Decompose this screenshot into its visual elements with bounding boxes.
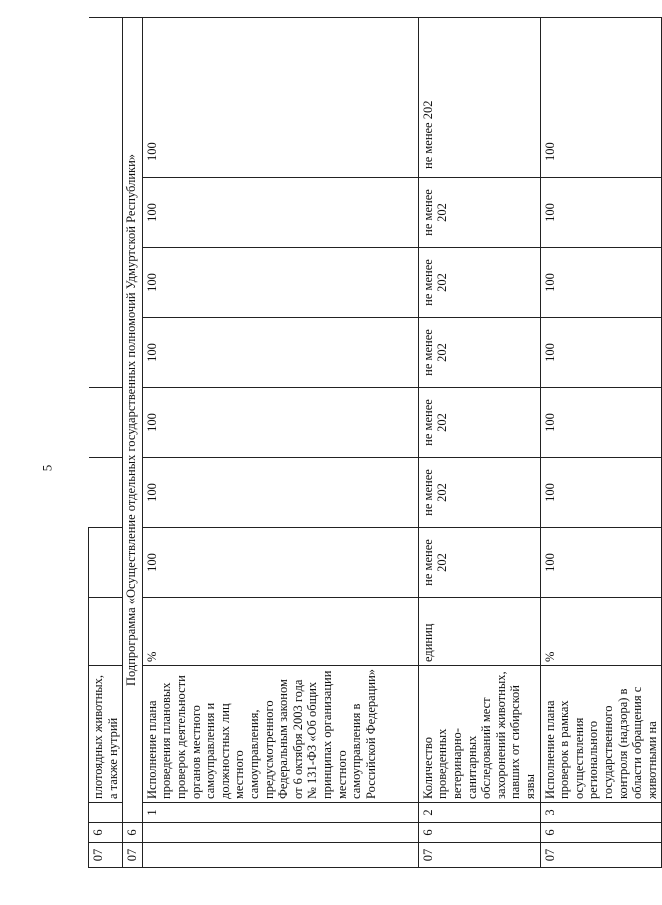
cell-unit: % — [540, 598, 662, 666]
cell-empty — [89, 18, 123, 178]
cell-empty — [89, 458, 123, 528]
cell-code-gp: 07 — [89, 843, 123, 868]
cell-value: не менее 202 — [418, 18, 540, 178]
cell-empty — [89, 318, 123, 388]
cell-code-pp — [142, 823, 418, 843]
cell-value: не менее 202 — [418, 318, 540, 388]
cell-empty — [89, 248, 123, 318]
cell-value: 100 — [540, 248, 662, 318]
cell-code-gp — [142, 843, 418, 868]
cell-empty — [89, 178, 123, 248]
cell-value: 100 — [142, 248, 418, 318]
cell-num: 2 — [418, 803, 540, 823]
cell-name: Количество проведенных ветеринарно-санитарных обследований мест захоронений животных, павших от сибирской язвы — [418, 666, 540, 803]
cell-unit: % — [142, 598, 418, 666]
cell-value: 100 — [540, 528, 662, 598]
cell-code-gp: 07 — [123, 843, 143, 868]
cell-unit: единиц — [418, 598, 540, 666]
cell-unit — [89, 598, 123, 666]
cell-value: не менее 202 — [418, 388, 540, 458]
cell-value: 100 — [540, 318, 662, 388]
cell-name: Исполнение плана проверок в рамках осуществления регионального государственного контроля (надзора) в области обращения с животными на — [540, 666, 662, 803]
cell-name: Исполнение плана проведения плановых проверок деятельности органов местного самоуправления и должностных лиц местного самоуправления, предусмотренного Федеральным законом от 6 октября 2003 года № 131-ФЗ «Об общих принципах организации местного самоуправления в Российской Федерации» — [142, 666, 418, 803]
subprogram-row — [123, 18, 143, 868]
cell-value: 100 — [540, 18, 662, 178]
indicators-table — [88, 17, 662, 868]
cell-empty — [89, 528, 123, 598]
cell-value: 100 — [142, 388, 418, 458]
header-carryover-row — [89, 18, 123, 868]
cell-num: 1 — [142, 803, 418, 823]
rotated-table-container — [88, 38, 659, 868]
cell-value: 100 — [540, 388, 662, 458]
cell-code-pp: 6 — [123, 823, 143, 843]
cell-code-gp: 07 — [418, 843, 540, 868]
cell-value: 100 — [142, 18, 418, 178]
cell-value: не менее 202 — [418, 528, 540, 598]
cell-value: 100 — [142, 318, 418, 388]
cell-code-pp: 6 — [418, 823, 540, 843]
cell-value: 100 — [540, 458, 662, 528]
subprogram-title: Подпрограмма «Осуществление отдельных государственных полномочий Удмуртской Республики» — [123, 18, 143, 823]
table-row — [142, 18, 418, 868]
cell-value: 100 — [142, 178, 418, 248]
page-number: 5 — [39, 464, 55, 472]
cell-num: 3 — [540, 803, 662, 823]
cell-code-pp: 6 — [540, 823, 662, 843]
cell-value: не менее 202 — [418, 458, 540, 528]
cell-num — [89, 803, 123, 823]
cell-code-gp: 07 — [540, 843, 662, 868]
cell-value: 100 — [142, 458, 418, 528]
cell-name: плотоядных животных, а также нутрий — [89, 666, 123, 803]
cell-value: не менее 202 — [418, 178, 540, 248]
cell-value: 100 — [540, 178, 662, 248]
cell-value: не менее 202 — [418, 248, 540, 318]
table-row — [540, 18, 662, 868]
cell-code-pp: 6 — [89, 823, 123, 843]
cell-empty — [89, 388, 123, 458]
table-row — [418, 18, 540, 868]
cell-value: 100 — [142, 528, 418, 598]
